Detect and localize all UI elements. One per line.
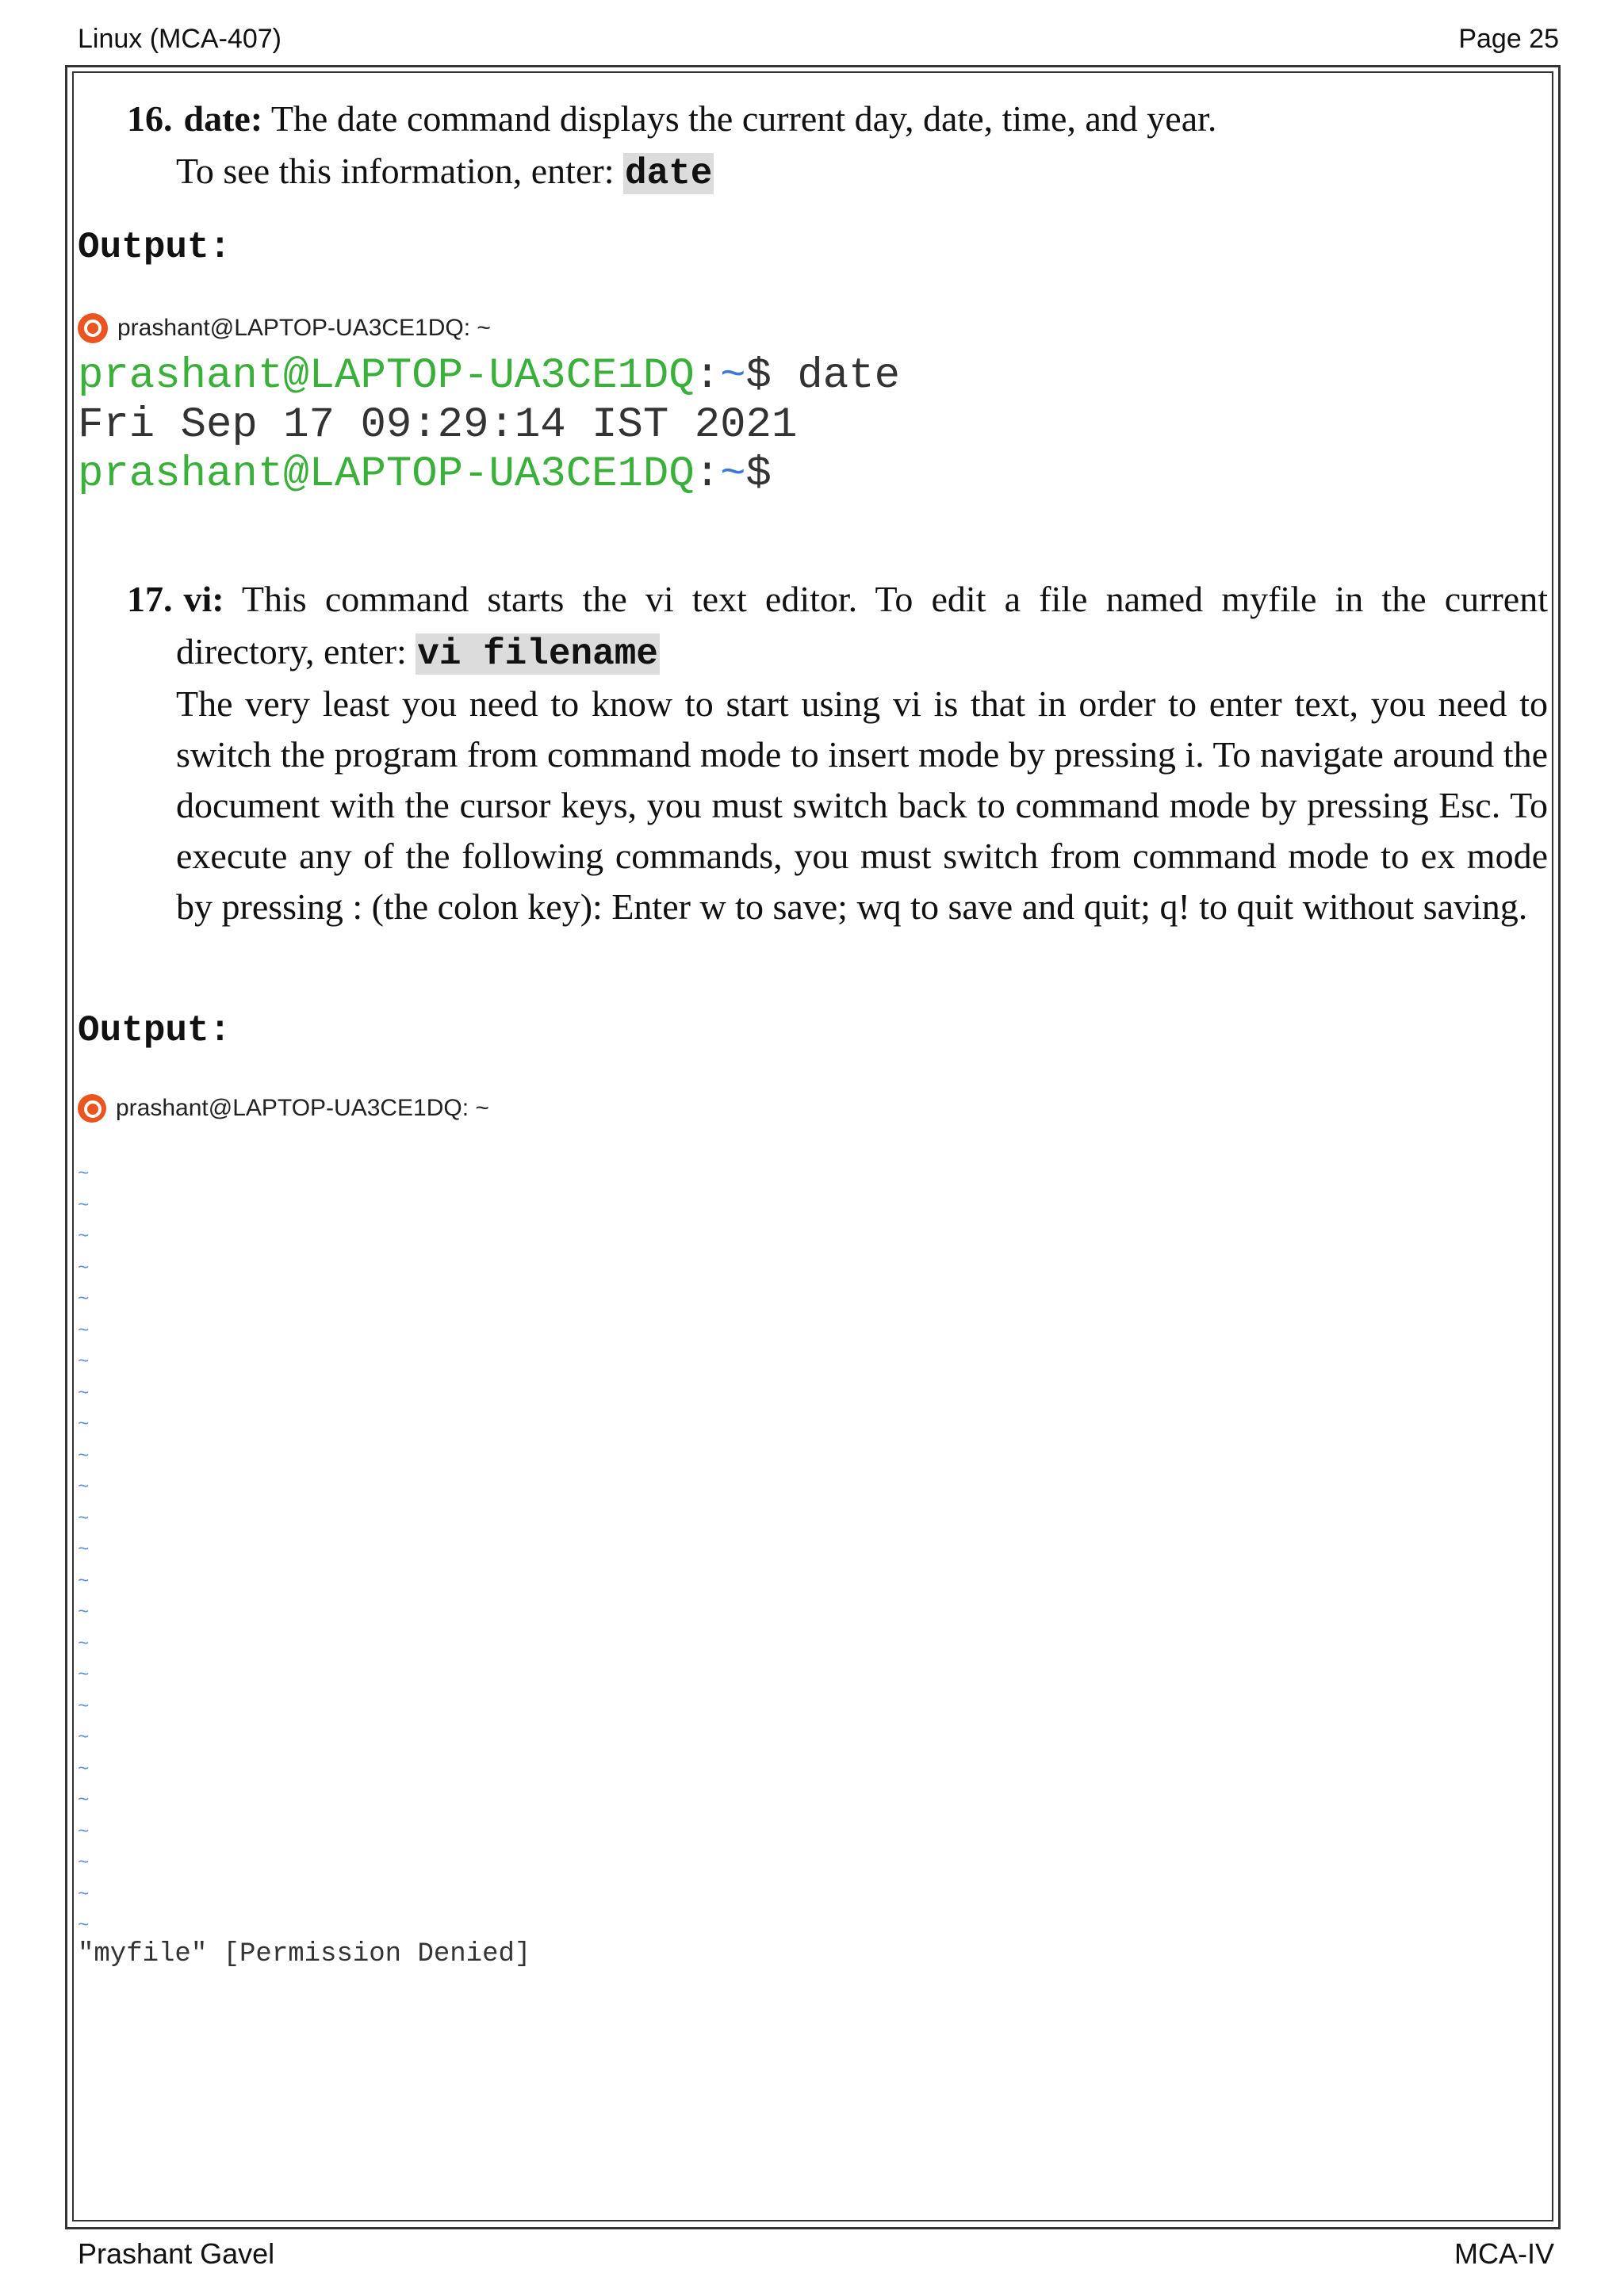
vi-tilde-line: ~ bbox=[78, 1414, 90, 1436]
vi-tilde-line: ~ bbox=[78, 1445, 90, 1468]
header-course: Linux (MCA-407) bbox=[78, 24, 282, 54]
vi-tilde-line: ~ bbox=[78, 1853, 90, 1874]
item-16-heading bbox=[127, 94, 1216, 144]
ubuntu-icon bbox=[78, 1094, 106, 1123]
prompt-symbol: $ bbox=[745, 352, 772, 400]
item-17-command: vi filename bbox=[417, 633, 658, 675]
vi-tilde-line: ~ bbox=[78, 1665, 90, 1686]
vi-tilde-line: ~ bbox=[78, 1477, 90, 1498]
vi-tilde-line: ~ bbox=[78, 1602, 90, 1624]
item-16-instruction-text: To see this information, enter: bbox=[176, 151, 615, 191]
footer-author: Prashant Gavel bbox=[78, 2237, 275, 2270]
vi-tilde-line: ~ bbox=[78, 1257, 90, 1280]
vi-tilde-line: ~ bbox=[78, 1508, 90, 1530]
item-17-instruction-text: directory, enter: bbox=[176, 631, 407, 672]
vi-tilde-line: ~ bbox=[78, 1540, 90, 1561]
item-17-term: vi: bbox=[183, 579, 224, 619]
vi-tilde-line: ~ bbox=[78, 1289, 90, 1311]
prompt-colon: : bbox=[694, 352, 721, 400]
prompt-colon: : bbox=[694, 450, 721, 499]
vi-tilde-line: ~ bbox=[78, 1821, 90, 1843]
vi-tilde-line: ~ bbox=[78, 1696, 90, 1718]
prompt-path: ~ bbox=[720, 450, 746, 499]
prompt-symbol: $ bbox=[745, 450, 772, 499]
footer-class: MCA-IV bbox=[1454, 2237, 1554, 2270]
vi-tilde-line: ~ bbox=[78, 1352, 90, 1373]
item-16-term: date: bbox=[183, 98, 263, 139]
vi-tilde-line: ~ bbox=[78, 1884, 90, 1906]
vi-tilde-line: ~ bbox=[78, 1164, 90, 1185]
item-16-command: date bbox=[624, 153, 713, 194]
item-17-heading bbox=[127, 574, 1548, 625]
item-17-number: 17. bbox=[127, 579, 173, 619]
terminal-2-titlebar bbox=[78, 1091, 489, 1126]
vi-tilde-line: ~ bbox=[78, 1226, 90, 1248]
vi-tilde-line: ~ bbox=[78, 1571, 90, 1593]
vi-tilde-line: ~ bbox=[78, 1728, 90, 1749]
vi-tilde-line: ~ bbox=[78, 1790, 90, 1812]
ubuntu-icon bbox=[78, 313, 108, 343]
vi-status-line: "myfile" [Permission Denied] bbox=[78, 1939, 531, 1969]
item-16-number: 16. bbox=[127, 98, 173, 139]
vi-tilde-line: ~ bbox=[78, 1383, 90, 1405]
terminal-2-title: prashant@LAPTOP-UA3CE1DQ: ~ bbox=[116, 1095, 489, 1121]
vi-tilde-line: ~ bbox=[78, 1758, 90, 1781]
prompt-path: ~ bbox=[720, 352, 746, 400]
item-16-instruction bbox=[176, 146, 1548, 199]
vi-tilde-line: ~ bbox=[78, 1195, 90, 1217]
item-17-instruction bbox=[176, 626, 1548, 679]
output-label-2: Output: bbox=[78, 1010, 232, 1051]
terminal-1-command-line bbox=[78, 352, 900, 401]
output-label-1: Output: bbox=[78, 227, 232, 268]
terminal-1-output: Fri Sep 17 09:29:14 IST 2021 bbox=[78, 401, 798, 450]
terminal-1-titlebar bbox=[78, 311, 491, 346]
terminal-1-title: prashant@LAPTOP-UA3CE1DQ: ~ bbox=[117, 315, 491, 341]
vi-tilde-line: ~ bbox=[78, 1915, 90, 1937]
typed-command: date bbox=[771, 352, 900, 400]
item-17-paragraph: The very least you need to know to start using vi is that in order to enter text, you need to switch the program from command mode to insert mode by pressing i. To navigate around the document with the cursor keys, you must switch back to command mode by pressing Esc. To execute any of the following commands, you must switch from command mode to ex mode by pressing : (the colon key): Enter w to save; wq to save and quit; q! to quit without saving. bbox=[176, 683, 1548, 927]
vi-tilde-line: ~ bbox=[78, 1633, 90, 1655]
item-16-description: The date command displays the current day, date, time, and year. bbox=[270, 98, 1217, 139]
vi-tilde-line: ~ bbox=[78, 1320, 90, 1342]
item-17-description: This command starts the vi text editor. To edit a file named myfile in the current bbox=[241, 579, 1549, 619]
terminal-1-prompt bbox=[78, 450, 772, 499]
header-page-number: Page 25 bbox=[1458, 24, 1559, 54]
prompt-user: prashant@LAPTOP-UA3CE1DQ bbox=[78, 450, 695, 499]
prompt-user: prashant@LAPTOP-UA3CE1DQ bbox=[78, 352, 695, 400]
